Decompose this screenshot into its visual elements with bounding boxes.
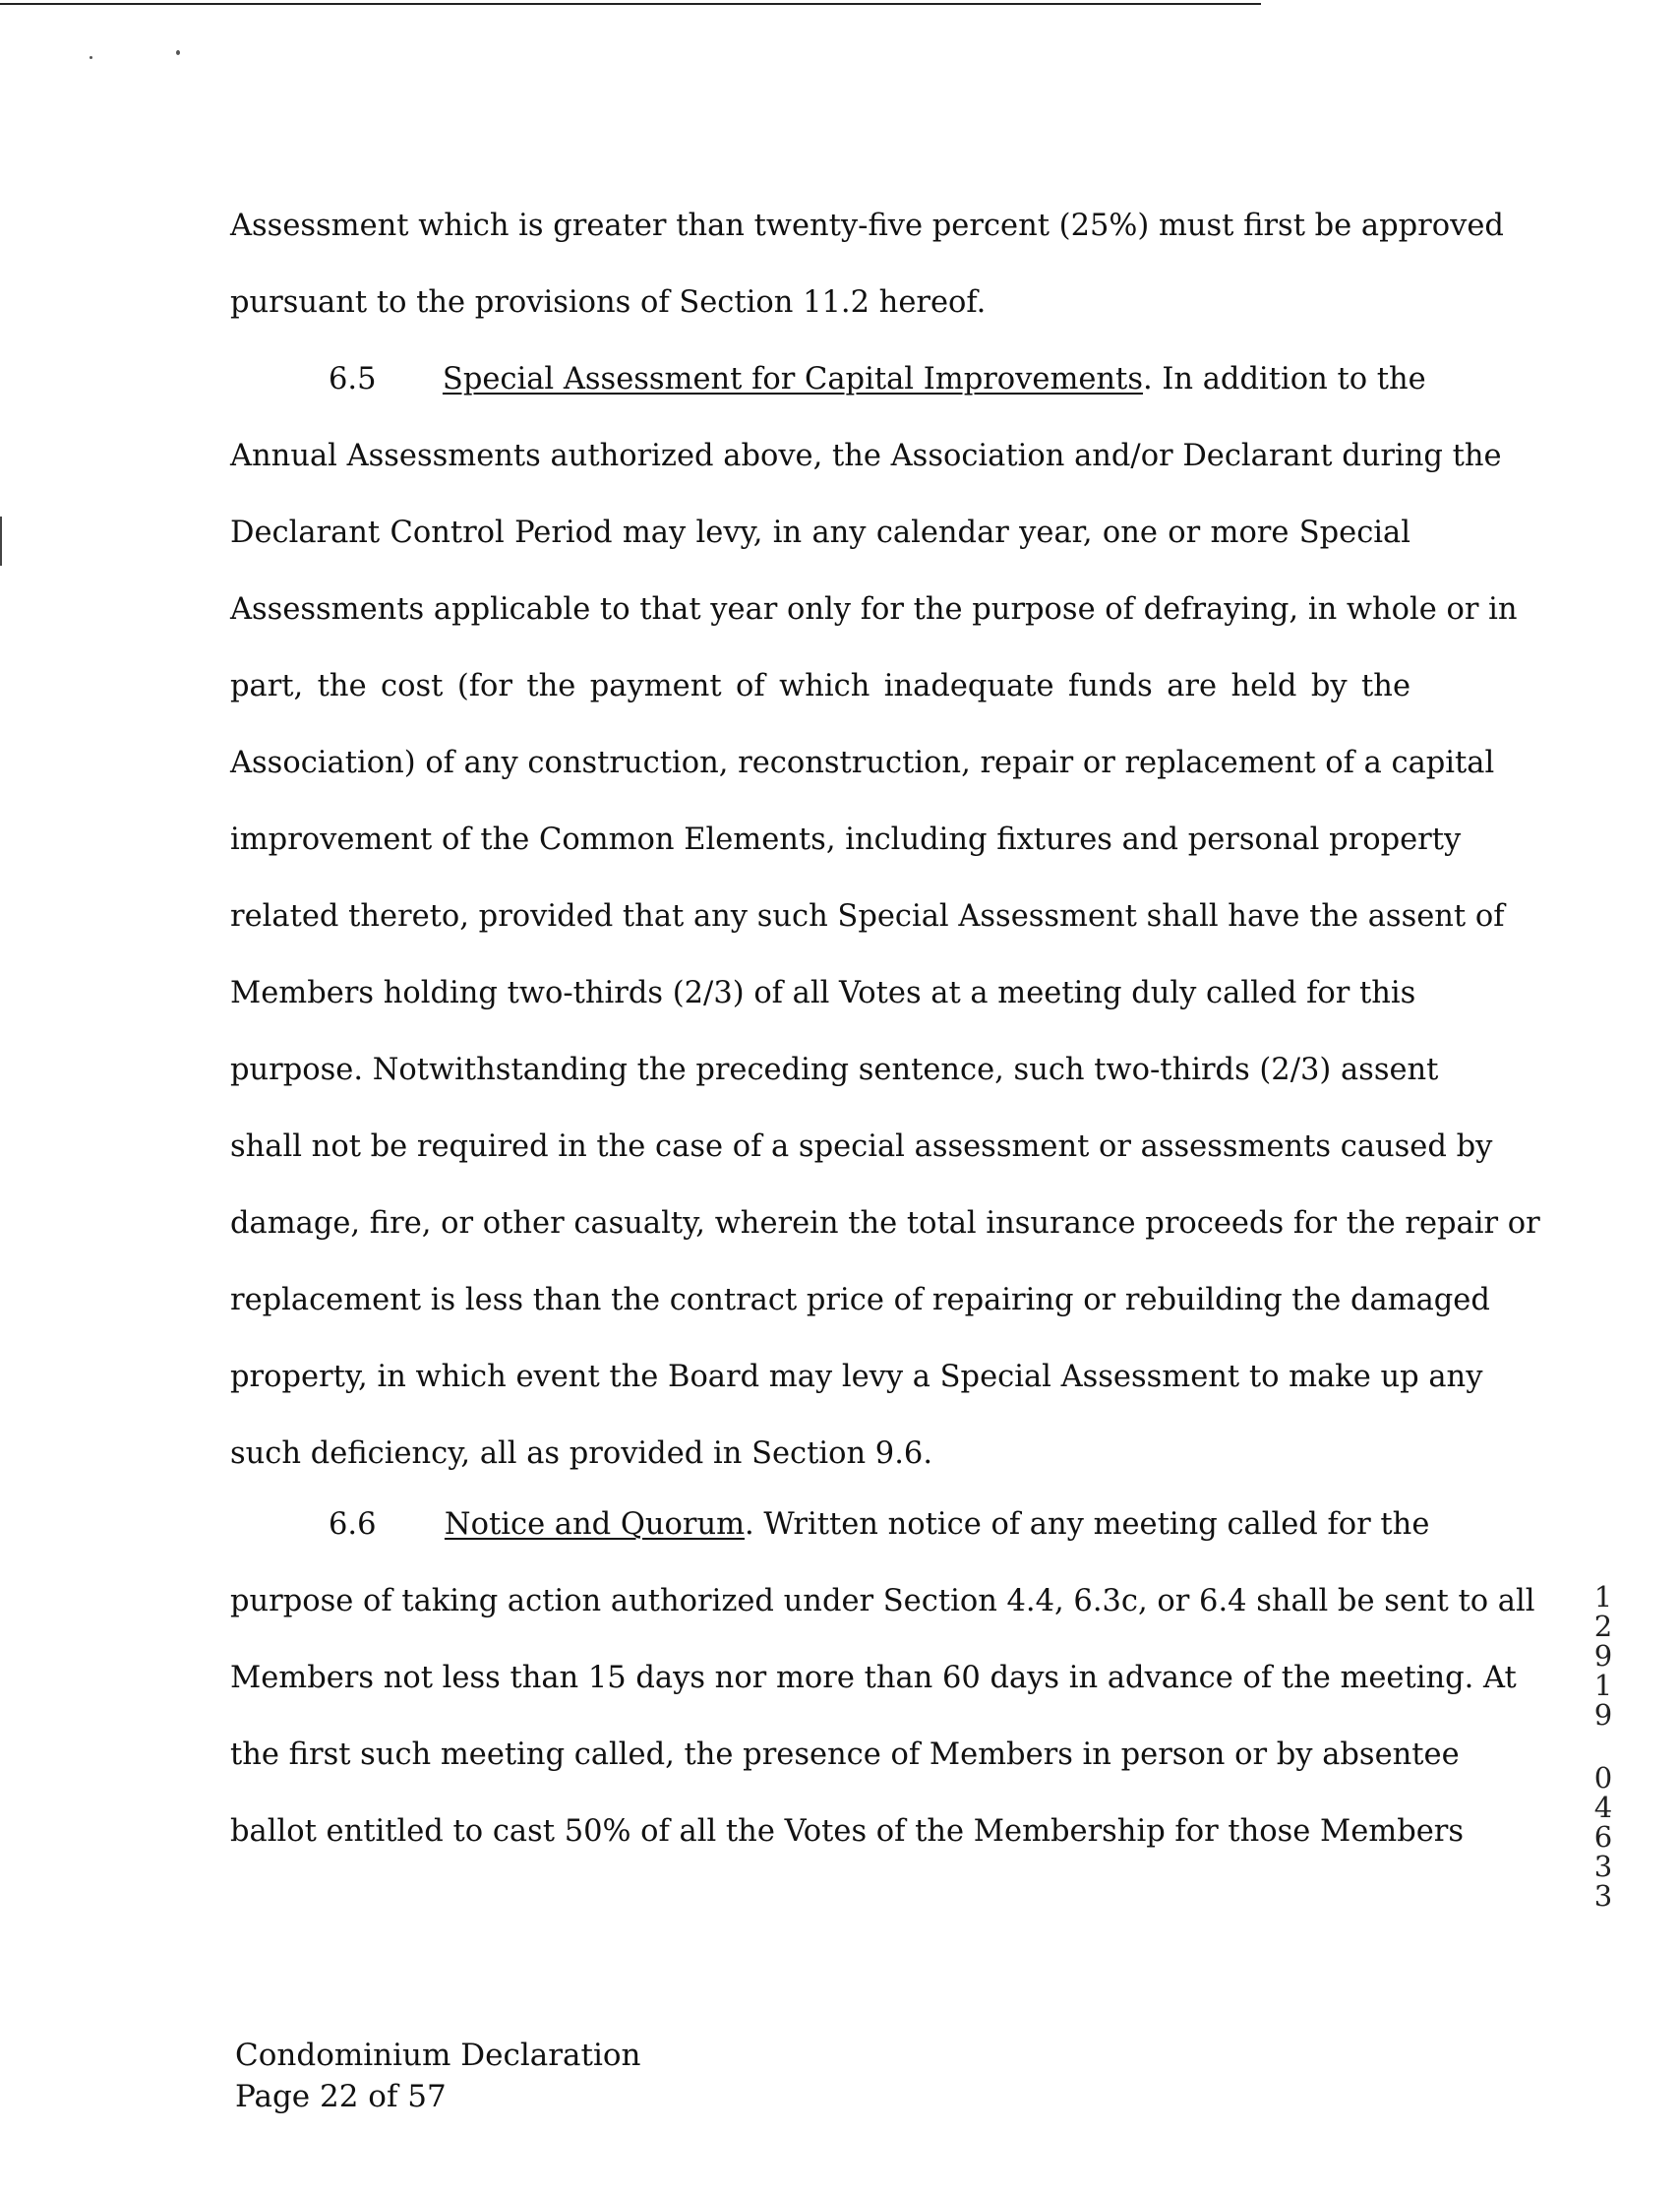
- text-line: purpose of taking action authorized under Section 4.4, 6.3c, or 6.4 shall be sent to all: [230, 1584, 1535, 1618]
- text-line: Assessments applicable to that year only for the purpose of defraying, in whole or in: [230, 592, 1518, 627]
- text-line: pursuant to the provisions of Section 11.2 hereof.: [230, 285, 987, 320]
- scan-speck: [90, 56, 92, 59]
- text-line: property, in which event the Board may levy a Special Assessment to make up any: [230, 1360, 1483, 1394]
- scan-speck: [176, 50, 180, 55]
- section-heading-line: [329, 1505, 1430, 1545]
- text-line: replacement is less than the contract price of repairing or rebuilding the damaged: [230, 1283, 1490, 1317]
- text-line: Annual Assessments authorized above, the Association and/or Declarant during the: [230, 439, 1502, 473]
- text-line: related thereto, provided that any such Special Assessment shall have the assent of: [230, 899, 1505, 934]
- text-line: Association) of any construction, reconstruction, repair or replacement of a capital: [230, 746, 1495, 780]
- scan-edge-mark: [0, 517, 2, 566]
- section-heading-line: [329, 360, 1426, 399]
- margin-stamp-number: 1 2 9 1 9 0 4 6 3 3: [1593, 1580, 1613, 1913]
- text-line: damage, fire, or other casualty, wherein the total insurance proceeds for the repair or: [230, 1206, 1540, 1241]
- text-line: improvement of the Common Elements, including fixtures and personal property: [230, 823, 1462, 857]
- text-line: Members holding two-thirds (2/3) of all Votes at a meeting duly called for this: [230, 976, 1416, 1010]
- text-line: shall not be required in the case of a special assessment or assessments caused by: [230, 1129, 1493, 1164]
- section-number: 6.5: [329, 362, 377, 396]
- footer-page-number: Page 22 of 57: [235, 2079, 447, 2114]
- footer-title: Condominium Declaration: [235, 2038, 641, 2073]
- text-line: Assessment which is greater than twenty-five percent (25%) must first be approved: [230, 209, 1504, 243]
- text-line: part, the cost (for the payment of which inadequate funds are held by the: [230, 669, 1410, 703]
- text-line: ballot entitled to cast 50% of all the Votes of the Membership for those Members: [230, 1814, 1465, 1849]
- section-heading: Notice and Quorum: [444, 1507, 746, 1542]
- section-heading: Special Assessment for Capital Improvements: [442, 362, 1143, 396]
- top-border-rule: [0, 3, 1261, 5]
- text-line: purpose. Notwithstanding the preceding sentence, such two-thirds (2/3) assent: [230, 1053, 1439, 1087]
- text-line: Declarant Control Period may levy, in any calendar year, one or more Special: [230, 516, 1410, 550]
- text-line: such deficiency, all as provided in Section 9.6.: [230, 1436, 933, 1471]
- section-heading-rest: . Written notice of any meeting called for the: [745, 1507, 1430, 1542]
- text-line: Members not less than 15 days nor more than 60 days in advance of the meeting. At: [230, 1661, 1517, 1695]
- section-heading-rest: . In addition to the: [1142, 362, 1426, 396]
- text-line: the first such meeting called, the presence of Members in person or by absentee: [230, 1737, 1460, 1772]
- section-number: 6.6: [329, 1507, 377, 1542]
